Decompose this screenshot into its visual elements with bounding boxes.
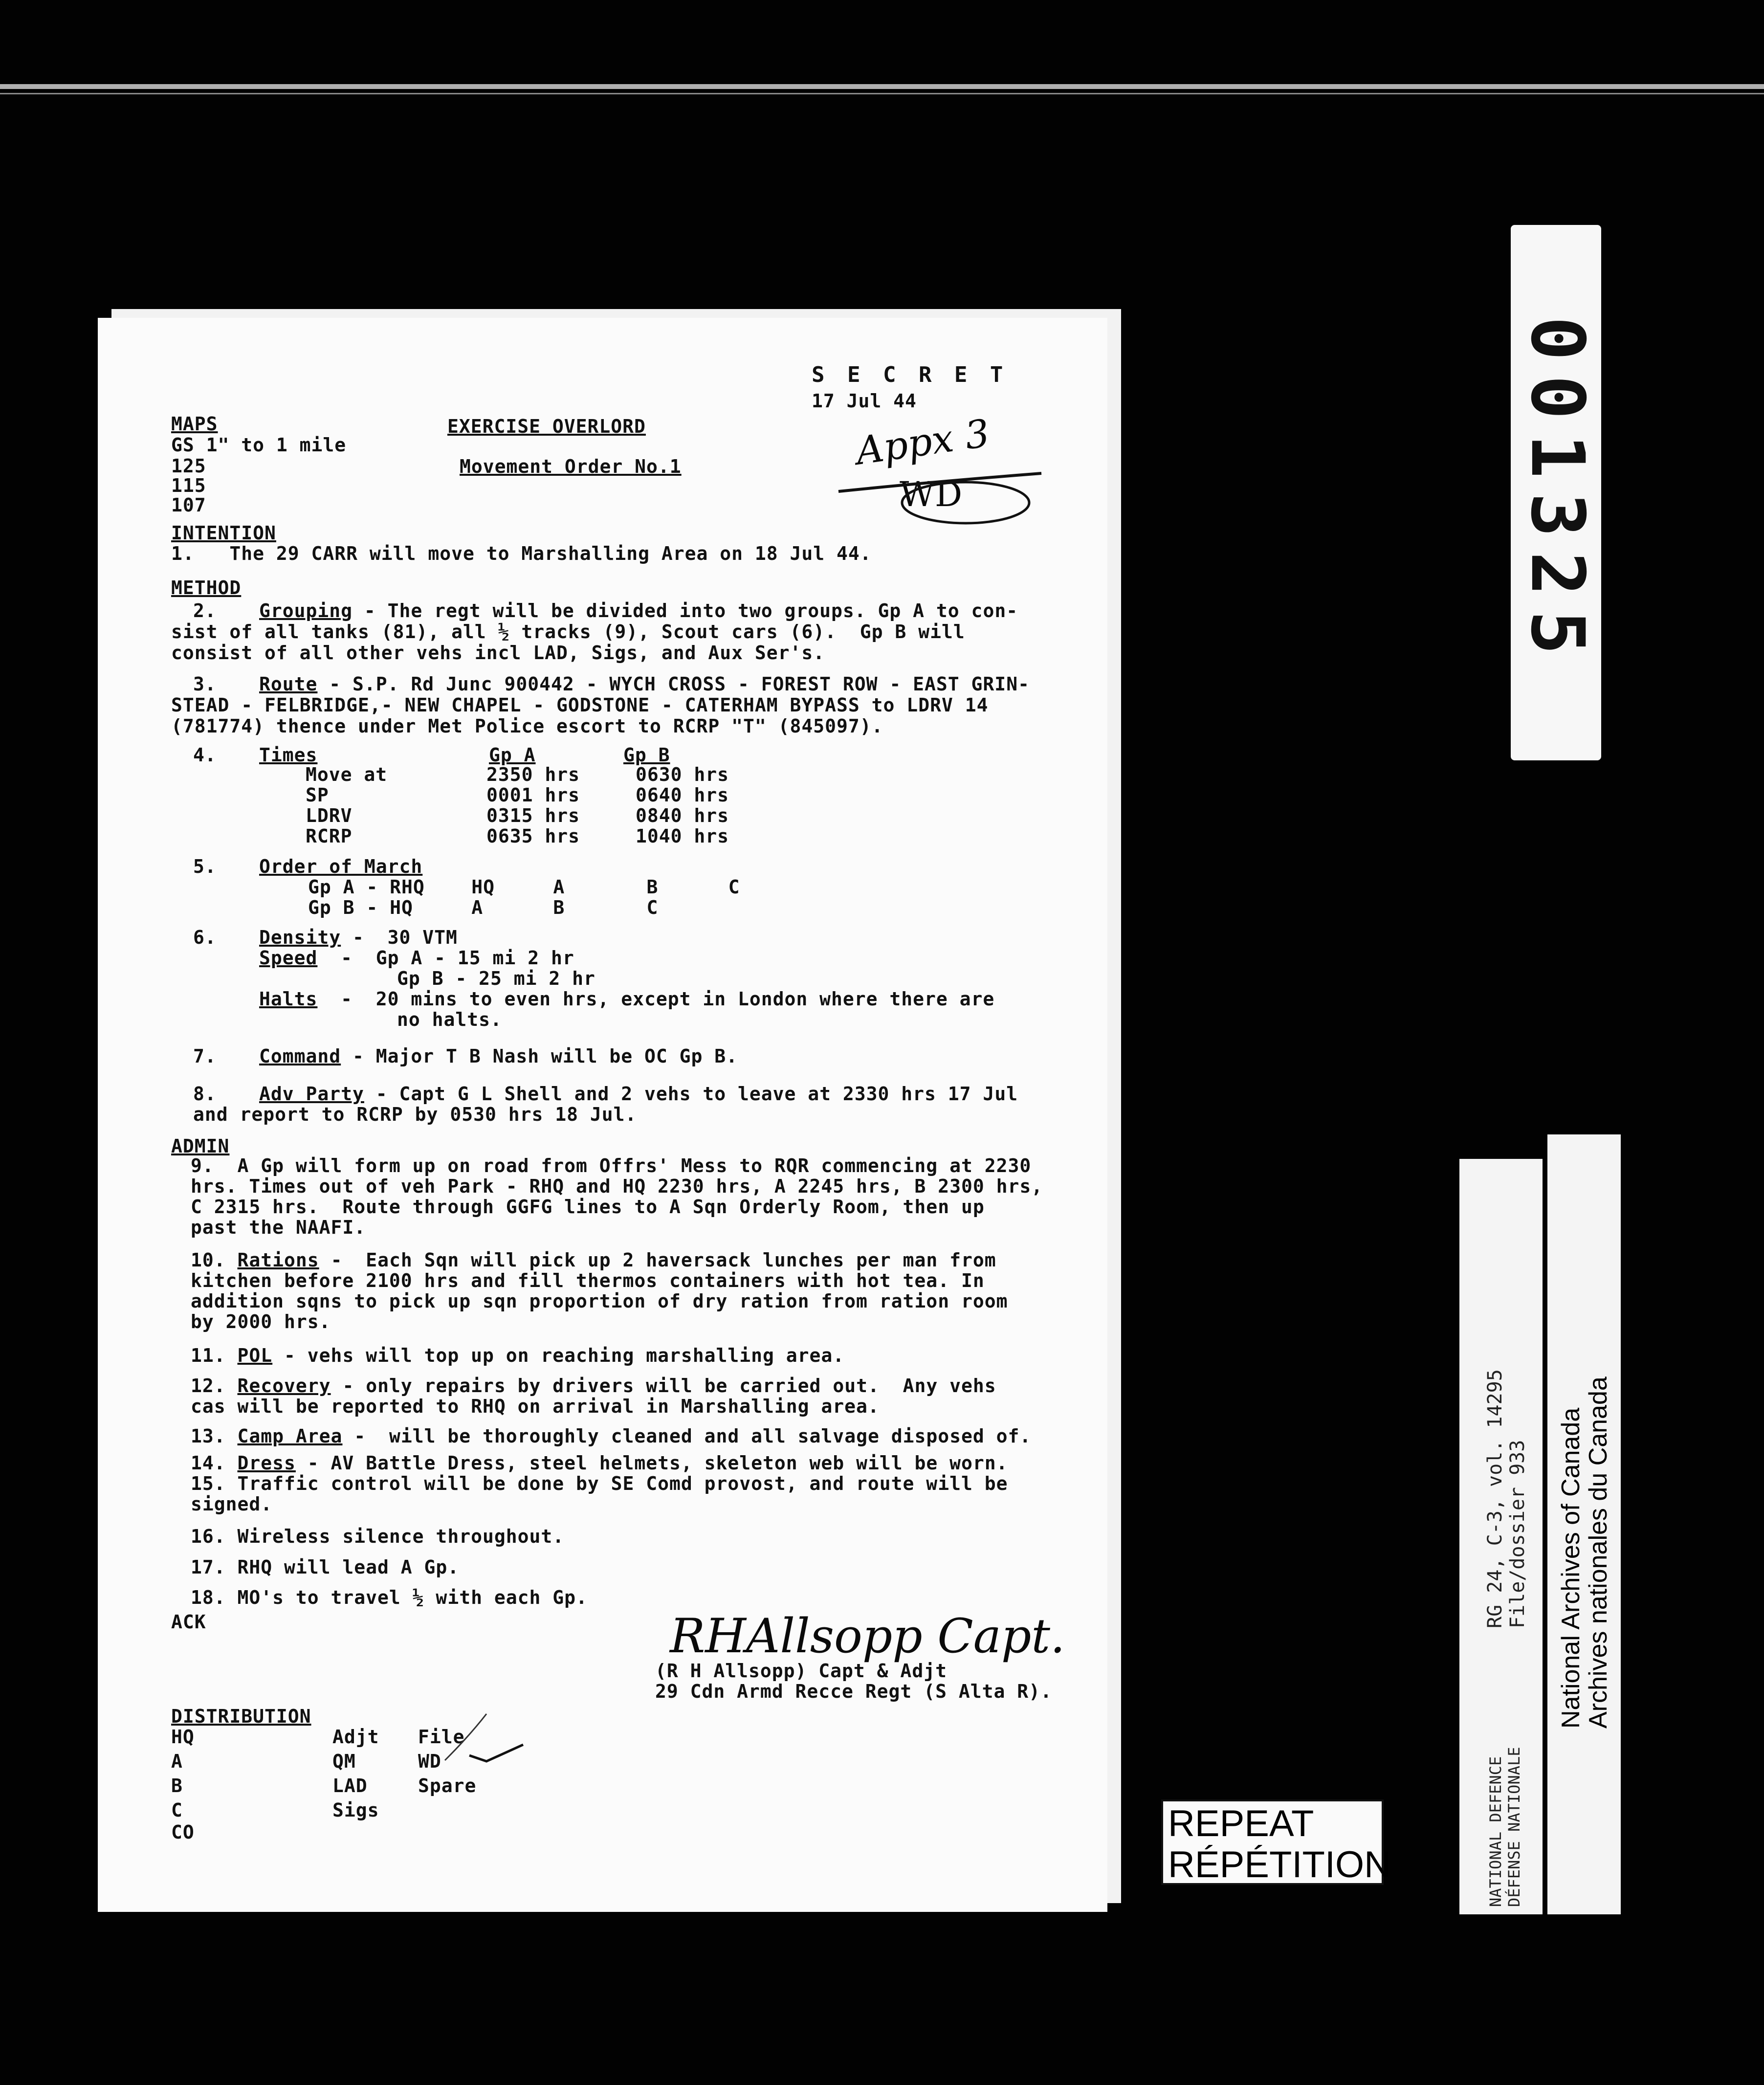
times-row-label: RCRP — [306, 825, 353, 847]
maps-heading: MAPS — [171, 413, 218, 435]
map-sheet-2: 115 — [171, 475, 206, 496]
times-heading: Times — [259, 744, 318, 766]
distribution-heading: DISTRIBUTION — [171, 1706, 311, 1727]
national-archives-fr: Archives nationales du Canada — [1584, 1376, 1612, 1729]
para-10-line-3: addition sqns to pick up sqn proportion of dry ration from ration room — [191, 1290, 1008, 1312]
order-of-march-gp-b: Gp B - HQ A B C — [308, 897, 659, 918]
movement-order-title: Movement Order No.1 — [460, 456, 682, 477]
para-15-line-1: 15. Traffic control will be done by SE Comd provost, and route will be — [191, 1473, 1008, 1494]
signature-unit: 29 Cdn Armd Recce Regt (S Alta R). — [655, 1681, 1052, 1702]
repeat-stamp-fr: RÉPÉTITION — [1168, 1844, 1391, 1885]
department-name-fr: DÉFENSE NATIONALE — [1505, 1747, 1523, 1907]
distribution-item: File — [418, 1726, 465, 1748]
times-row-label: SP — [306, 784, 329, 806]
para-9-line-2: hrs. Times out of veh Park - RHQ and HQ 2230 hrs, A 2245 hrs, B 2300 hrs, — [191, 1176, 1043, 1197]
film-edge-line-2 — [0, 93, 1764, 94]
distribution-item: Sigs — [332, 1799, 379, 1821]
times-column-b: Gp B — [623, 744, 670, 766]
density-label: Density — [259, 927, 341, 948]
distribution-item: LAD — [332, 1775, 368, 1797]
camp-area-label: Camp Area — [237, 1425, 343, 1447]
para-12-line-2: cas will be reported to RHQ on arrival in Marshalling area. — [191, 1396, 880, 1417]
para-2-label: Grouping — [259, 600, 353, 621]
para-4-number: 4. — [193, 744, 217, 766]
distribution-item: WD — [418, 1751, 441, 1772]
para-2-line-2: sist of all tanks (81), all ½ tracks (9), Scout cars (6). Gp B will — [171, 621, 965, 643]
repeat-stamp — [1161, 1799, 1391, 1885]
distribution-item: Adjt — [332, 1726, 379, 1748]
ack-label: ACK — [171, 1611, 206, 1633]
frame-number-strip — [1511, 225, 1601, 760]
times-row-label: Move at — [306, 764, 388, 785]
handwritten-wd-note: WD — [900, 474, 963, 514]
order-of-march-heading: Order of March — [259, 856, 423, 877]
archive-reference-line-2: File/dossier 933 — [1506, 1440, 1529, 1628]
admin-heading: ADMIN — [171, 1135, 230, 1157]
times-row-b: 0840 hrs — [636, 805, 729, 826]
para-7-text: Command - Major T B Nash will be OC Gp B. — [259, 1045, 738, 1067]
para-8-line-2: and report to RCRP by 0530 hrs 18 Jul. — [193, 1104, 637, 1125]
halts-line: Halts - 20 mins to even hrs, except in London where there are — [259, 988, 995, 1010]
map-sheet-3: 107 — [171, 494, 206, 516]
para-14: 14. Dress - AV Battle Dress, steel helmets, skeleton web will be worn. — [191, 1452, 1008, 1474]
archive-reference — [1484, 1369, 1529, 1628]
para-2-line-3: consist of all other vehs incl LAD, Sigs, and Aux Ser's. — [171, 642, 825, 664]
para-11: 11. POL - vehs will top up on reaching marshalling area. — [191, 1345, 845, 1366]
para-18: 18. MO's to travel ½ with each Gp. — [191, 1587, 588, 1608]
times-row-label: LDRV — [306, 805, 353, 826]
para-3-label: Route — [259, 673, 318, 695]
para-3-number: 3. — [193, 673, 217, 695]
para-10-line-1: 10. Rations - Each Sqn will pick up 2 haversack lunches per man from — [191, 1249, 996, 1271]
halts-line-2: no halts. — [397, 1009, 502, 1030]
para-15-line-2: signed. — [191, 1493, 273, 1515]
handwritten-appendix-note: Appx 3 — [853, 411, 992, 474]
halts-label: Halts — [259, 988, 318, 1010]
times-row-b: 0630 hrs — [636, 764, 729, 785]
distribution-item: QM — [332, 1751, 356, 1772]
method-heading: METHOD — [171, 577, 242, 599]
times-row-a: 2350 hrs — [486, 764, 580, 785]
para-16: 16. Wireless silence throughout. — [191, 1526, 565, 1547]
speed-line-2: Gp B - 25 mi 2 hr — [397, 968, 595, 989]
times-row-a: 0001 hrs — [486, 784, 580, 806]
para-9-line-4: past the NAAFI. — [191, 1217, 366, 1238]
rations-label: Rations — [237, 1249, 319, 1271]
para-9-line-1: 9. A Gp will form up on road from Offrs' Mess to RQR commencing at 2230 — [191, 1155, 1032, 1176]
recovery-label: Recovery — [237, 1375, 331, 1397]
para-13: 13. Camp Area - will be thoroughly cleaned and all salvage disposed of. — [191, 1425, 1032, 1447]
national-archives-name — [1557, 1376, 1612, 1729]
archive-reference-label — [1459, 1159, 1543, 1914]
times-row-b: 1040 hrs — [636, 825, 729, 847]
para-9-line-3: C 2315 hrs. Route through GGFG lines to A Sqn Orderly Room, then up — [191, 1196, 985, 1218]
document-date: 17 Jul 44 — [812, 390, 917, 412]
times-row-a: 0635 hrs — [486, 825, 580, 847]
density-line: Density - 30 VTM — [259, 927, 458, 948]
intention-heading: INTENTION — [171, 522, 276, 544]
times-row-b: 0640 hrs — [636, 784, 729, 806]
handwritten-underline — [836, 465, 1051, 528]
pol-label: POL — [237, 1345, 273, 1366]
national-archives-en: National Archives of Canada — [1557, 1407, 1585, 1729]
distribution-item: B — [171, 1775, 183, 1797]
archive-reference-line-1: RG 24, C-3, vol. 14295 — [1484, 1369, 1506, 1628]
para-12-line-1: 12. Recovery - only repairs by drivers will be carried out. Any vehs — [191, 1375, 996, 1397]
film-edge-line — [0, 84, 1764, 89]
handwritten-tick-mark — [440, 1707, 528, 1770]
speed-label: Speed — [259, 947, 318, 969]
para-8-number: 8. — [193, 1083, 217, 1105]
para-5-number: 5. — [193, 856, 217, 877]
department-name — [1486, 1747, 1523, 1907]
adv-party-label: Adv Party — [259, 1083, 364, 1105]
para-2-number: 2. — [193, 600, 217, 621]
distribution-item: C — [171, 1799, 183, 1821]
maps-scale: GS 1" to 1 mile — [171, 434, 347, 456]
document-sheet — [98, 318, 1107, 1912]
handwritten-signature: RHAllsopp Capt. — [670, 1609, 1065, 1664]
para-1: 1. The 29 CARR will move to Marshalling Area on 18 Jul 44. — [171, 543, 872, 564]
distribution-item: Spare — [418, 1775, 477, 1797]
dress-label: Dress — [237, 1452, 296, 1474]
para-6-number: 6. — [193, 927, 217, 948]
para-10-line-4: by 2000 hrs. — [191, 1311, 331, 1332]
para-7-number: 7. — [193, 1045, 217, 1067]
para-3-line-2: STEAD - FELBRIDGE,- NEW CHAPEL - GODSTONE - CATERHAM BYPASS to LDRV 14 — [171, 694, 989, 716]
distribution-item: A — [171, 1751, 183, 1772]
times-row-a: 0315 hrs — [486, 805, 580, 826]
department-name-en: NATIONAL DEFENCE — [1486, 1756, 1505, 1907]
para-3-line-1: Route - S.P. Rd Junc 900442 - WYCH CROSS - FOREST ROW - EAST GRIN- — [259, 673, 1030, 695]
signature-name: (R H Allsopp) Capt & Adjt — [655, 1660, 947, 1682]
command-label: Command — [259, 1045, 341, 1067]
exercise-title: EXERCISE OVERLORD — [447, 416, 646, 437]
repeat-stamp-en: REPEAT — [1168, 1803, 1314, 1844]
para-3-line-3: (781774) thence under Met Police escort to RCRP "T" (845097). — [171, 715, 883, 737]
frame-number: 001325 — [1515, 316, 1600, 669]
times-column-a: Gp A — [489, 744, 536, 766]
order-of-march-gp-a: Gp A - RHQ HQ A B C — [308, 876, 740, 898]
distribution-item: HQ — [171, 1726, 195, 1748]
para-2-line-1: Grouping - The regt will be divided into two groups. Gp A to con- — [259, 600, 1018, 621]
para-10-line-2: kitchen before 2100 hrs and fill thermos containers with hot tea. In — [191, 1270, 985, 1291]
distribution-item: CO — [171, 1821, 195, 1843]
speed-line: Speed - Gp A - 15 mi 2 hr — [259, 947, 574, 969]
classification-mark: S E C R E T — [812, 362, 1008, 387]
map-sheet-1: 125 — [171, 455, 206, 477]
para-17: 17. RHQ will lead A Gp. — [191, 1556, 460, 1578]
national-archives-label — [1547, 1134, 1621, 1914]
para-8-line-1: Adv Party - Capt G L Shell and 2 vehs to leave at 2330 hrs 17 Jul — [259, 1083, 1018, 1105]
